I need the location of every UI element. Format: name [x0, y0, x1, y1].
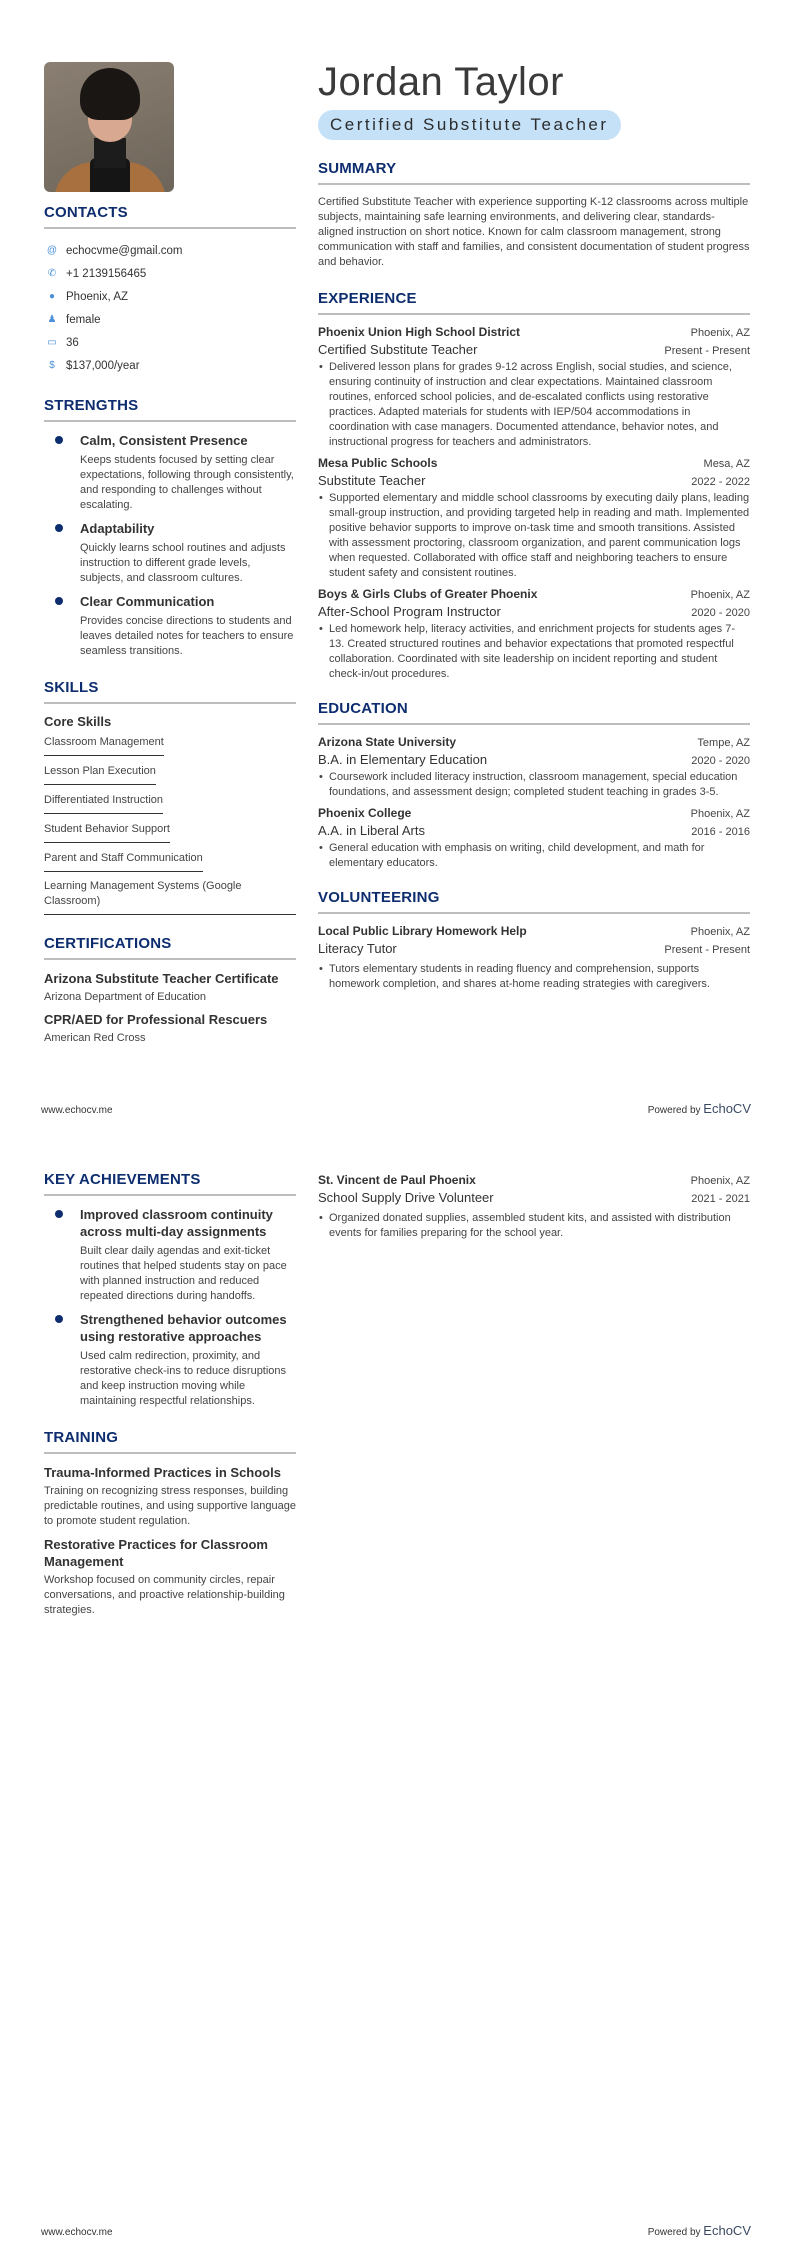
training-heading: TRAINING: [44, 1429, 296, 1454]
training-name: Trauma-Informed Practices in Schools: [44, 1465, 281, 1480]
cert-name: Arizona Substitute Teacher Certificate: [44, 971, 279, 986]
volunteering-entry: [318, 1173, 750, 1241]
summary-section: [318, 160, 750, 270]
education-entry: [318, 735, 750, 800]
strength-title: Clear Communication: [80, 594, 215, 609]
experience-entry: [318, 325, 750, 450]
location-value: Phoenix, AZ: [66, 290, 129, 303]
contacts-heading: CONTACTS: [44, 204, 296, 229]
school: Arizona State University: [318, 735, 457, 749]
candidate-name: Jordan Taylor: [318, 60, 564, 104]
age-value: 36: [66, 336, 79, 349]
achievement-item: [44, 1311, 296, 1409]
location: Phoenix, AZ: [690, 808, 750, 820]
organization: Local Public Library Homework Help: [318, 924, 527, 938]
experience-heading: EXPERIENCE: [318, 290, 750, 315]
skills-section: [44, 679, 296, 915]
gender-value: female: [66, 313, 101, 326]
skill-item: Student Behavior Support: [44, 820, 170, 843]
contacts-section: [44, 204, 296, 377]
left-column: [44, 1171, 296, 1625]
salary-value: $137,000/year: [66, 359, 140, 372]
date-range: Present - Present: [664, 345, 750, 357]
bullet-dot-icon: [55, 1210, 63, 1218]
date-range: 2020 - 2020: [691, 607, 750, 619]
employer: Mesa Public Schools: [318, 456, 438, 470]
bullet-text: • General education with emphasis on writing, child development, and math for elementary educators.: [318, 841, 750, 871]
location: Mesa, AZ: [703, 458, 750, 470]
phone-value: +1 2139156465: [66, 267, 147, 280]
resume-page-2: [0, 1123, 794, 2246]
contact-location: [44, 285, 296, 308]
summary-text: Certified Substitute Teacher with experience supporting K-12 classrooms across multiple subjects, maintaining safe learning environments, and delivering clear, standards-aligned instruction on short notice. Known for calm classroom management, strong communication with staff and families, and consistent documentation of student progress and behavior.: [318, 196, 750, 268]
bullet-dot-icon: [55, 597, 63, 605]
date-range: 2021 - 2021: [691, 1193, 750, 1205]
skill-item: Parent and Staff Communication: [44, 849, 203, 872]
volunteer-role: School Supply Drive Volunteer: [318, 1190, 494, 1205]
strength-item: [44, 432, 296, 513]
strength-desc: Provides concise directions to students and leaves detailed notes for teachers to ensure seamless transitions.: [80, 615, 294, 657]
education-heading: EDUCATION: [318, 700, 750, 725]
location-pin-icon: ●: [48, 291, 56, 302]
education-entry: [318, 806, 750, 871]
achievements-heading: KEY ACHIEVEMENTS: [44, 1171, 296, 1196]
brand-logo: EchoCV: [703, 1101, 751, 1116]
degree: A.A. in Liberal Arts: [318, 823, 425, 838]
cert-issuer: Arizona Department of Education: [44, 991, 207, 1003]
achievement-title: Strengthened behavior outcomes using restorative approaches: [80, 1312, 287, 1344]
achievement-item: [44, 1206, 296, 1304]
organization: St. Vincent de Paul Phoenix: [318, 1173, 476, 1187]
bullet-text: • Supported elementary and middle school classrooms by executing daily plans, leading small-group instruction, and providing targeted help in reading and math. Implemented positive behavior supports to improve on-task time and smooth transitions. Assisted with assessment proctoring, classroom organization, and parent communication logs when requested. Collaborated with office staff and neighboring teachers to ensure student safety and consistent routines.: [318, 491, 750, 581]
strength-item: [44, 520, 296, 586]
skill-item: Learning Management Systems (Google Classroom): [44, 877, 296, 915]
contact-salary: [44, 354, 296, 377]
skill-item: Classroom Management: [44, 733, 164, 756]
date-range: 2016 - 2016: [691, 826, 750, 838]
cert-issuer: American Red Cross: [44, 1032, 146, 1044]
profile-photo: [44, 62, 174, 192]
email-value: echocvme@gmail.com: [66, 244, 183, 257]
bullet-dot-icon: [55, 436, 63, 444]
training-desc: Training on recognizing stress responses, building predictable routines, and using supportive language to promote student regulation.: [44, 1485, 296, 1527]
bullet-dot-icon: [55, 1315, 63, 1323]
calendar-icon: ▭: [47, 337, 57, 348]
date-range: 2020 - 2020: [691, 755, 750, 767]
bullet-text: • Tutors elementary students in reading fluency and comprehension, supports homework completion, and shares at-home reading strategies with caregivers.: [318, 962, 750, 992]
footer-powered-by: [648, 2223, 751, 2238]
contact-phone[interactable]: [44, 262, 296, 285]
bullet-dot-icon: [55, 524, 63, 532]
volunteering-heading: VOLUNTEERING: [318, 889, 750, 914]
phone-icon: ✆: [47, 268, 57, 279]
footer-website[interactable]: www.echocv.me: [41, 1105, 113, 1116]
training-name: Restorative Practices for Classroom Management: [44, 1537, 268, 1569]
achievement-desc: Used calm redirection, proximity, and restorative check-ins to reduce disruptions and keep instruction moving while maintaining respectful relationships.: [80, 1350, 287, 1407]
strength-title: Adaptability: [80, 521, 155, 536]
skills-heading: SKILLS: [44, 679, 296, 704]
achievement-desc: Built clear daily agendas and exit-ticket routines that helped students stay on pace with planned instruction and reduced repeated directions during handoffs.: [80, 1245, 287, 1302]
dollar-icon: $: [49, 360, 55, 371]
certifications-section: [44, 935, 296, 1044]
employer: Boys & Girls Clubs of Greater Phoenix: [318, 587, 538, 601]
location: Phoenix, AZ: [690, 1175, 750, 1187]
experience-entry: [318, 587, 750, 682]
person-icon: ♟: [47, 314, 57, 325]
strength-desc: Keeps students focused by setting clear expectations, following through consistently, and responding to challenges without escalating.: [80, 454, 294, 511]
training-desc: Workshop focused on community circles, repair conversations, and proactive relationship-building strategies.: [44, 1574, 285, 1616]
location: Phoenix, AZ: [690, 589, 750, 601]
summary-heading: SUMMARY: [318, 160, 750, 185]
date-range: 2022 - 2022: [691, 476, 750, 488]
right-column: [318, 60, 750, 998]
strength-item: [44, 593, 296, 659]
bullet-text: • Coursework included literacy instruction, classroom management, special education foundations, and assessment design; completed student teaching in grades 3-5.: [318, 770, 750, 800]
bullet-text: • Delivered lesson plans for grades 9-12 across English, social studies, and science, ensuring continuity of instruction and clear expectations. Maintained classroom routines, enforced school policies, and de-escalated conflicts using restorative practices. Adapted materials for students with IEP/504 accommodations in coordination with case managers. Documented attendance, behavior notes, and instructional progress for teachers and administrators.: [318, 360, 750, 450]
certifications-heading: CERTIFICATIONS: [44, 935, 296, 960]
powered-by-label: Powered by: [647, 2227, 701, 2238]
contact-gender: [44, 308, 296, 331]
skill-item: Differentiated Instruction: [44, 791, 163, 814]
cert-item: [44, 970, 296, 1003]
location: Phoenix, AZ: [690, 327, 750, 339]
brand-logo: EchoCV: [703, 2223, 751, 2238]
degree: B.A. in Elementary Education: [318, 752, 488, 767]
education-section: [318, 700, 750, 871]
left-column: [44, 62, 296, 1052]
volunteering-section: [318, 889, 750, 992]
location: Phoenix, AZ: [690, 926, 750, 938]
contact-age: [44, 331, 296, 354]
bullet-text: • Organized donated supplies, assembled student kits, and assisted with distribution events for families preparing for the school year.: [318, 1211, 750, 1241]
location: Tempe, AZ: [697, 737, 750, 749]
skill-item: Lesson Plan Execution: [44, 762, 156, 785]
job-role: Substitute Teacher: [318, 473, 426, 488]
employer: Phoenix Union High School District: [318, 325, 521, 339]
strengths-section: [44, 397, 296, 659]
bullet-text: • Led homework help, literacy activities, and enrichment projects for students ages 7-13. Created structured routines and behavior expectations that promoted respectful collaboration. Coordinated with site leadership on incident reporting and student check-in/out procedures.: [318, 622, 750, 682]
skill-category: Core Skills: [44, 714, 112, 729]
job-title-badge: Certified Substitute Teacher: [318, 110, 621, 140]
school: Phoenix College: [318, 806, 412, 820]
powered-by-label: Powered by: [647, 1105, 701, 1116]
footer-website[interactable]: www.echocv.me: [41, 2227, 113, 2238]
cert-name: CPR/AED for Professional Rescuers: [44, 1012, 268, 1027]
experience-entry: [318, 456, 750, 581]
strength-desc: Quickly learns school routines and adjusts instruction to different grade levels, subjects, and classroom cultures.: [80, 542, 286, 584]
footer-powered-by: [648, 1101, 751, 1116]
volunteer-role: Literacy Tutor: [318, 941, 397, 956]
strength-title: Calm, Consistent Presence: [80, 433, 248, 448]
achievements-section: [44, 1171, 296, 1409]
cert-item: [44, 1011, 296, 1044]
at-icon: @: [46, 245, 58, 256]
training-section: [44, 1429, 296, 1618]
right-column: [318, 1173, 750, 1247]
job-role: Certified Substitute Teacher: [318, 342, 478, 357]
date-range: Present - Present: [664, 944, 750, 956]
experience-section: [318, 290, 750, 682]
job-role: After-School Program Instructor: [318, 604, 501, 619]
strengths-heading: STRENGTHS: [44, 397, 296, 422]
volunteering-entry: [318, 924, 750, 992]
contact-email[interactable]: [44, 239, 296, 262]
achievement-title: Improved classroom continuity across multi-day assignments: [80, 1207, 273, 1239]
